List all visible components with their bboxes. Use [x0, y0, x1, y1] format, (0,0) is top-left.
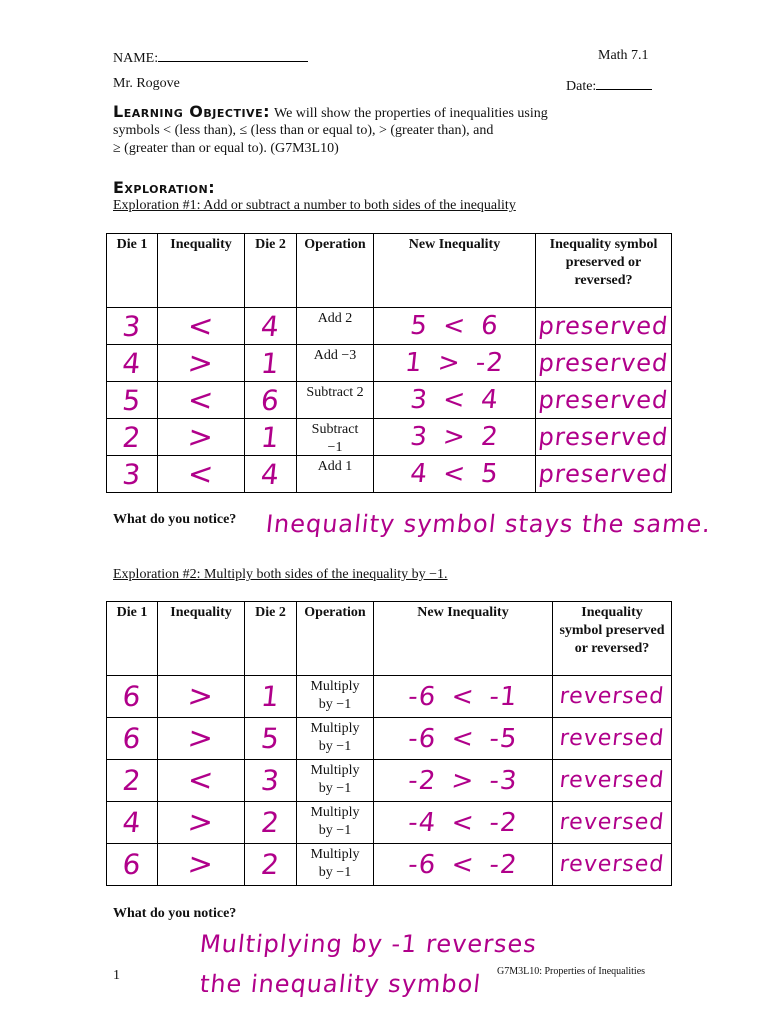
notice2-answer-line1: Multiplying by -1 reverses — [198, 930, 539, 958]
die1-value: 2 — [120, 420, 144, 454]
operation-text: Add −3 — [313, 348, 357, 363]
name-blank — [158, 48, 308, 62]
die1-value: 4 — [120, 806, 144, 839]
new-inequality-value: 4 < 5 — [408, 459, 501, 489]
result-value: preserved — [537, 460, 670, 488]
die2-value: 1 — [259, 346, 282, 380]
result-value: reversed — [558, 810, 666, 835]
table-row — [107, 382, 672, 419]
table-row — [107, 676, 672, 718]
exploration2-title: Exploration #2: Multiply both sides of the inequality by −1. — [113, 567, 448, 582]
exploration1-table — [106, 233, 672, 493]
header-operation: Operation — [297, 234, 374, 308]
result-value: reversed — [558, 684, 666, 709]
inequality-value: > — [186, 679, 216, 714]
operation-text: Multiply by −1 — [310, 721, 360, 754]
new-inequality-value: -4 < -2 — [406, 807, 520, 838]
die1-value: 6 — [120, 680, 144, 713]
header-inequality: Inequality — [158, 602, 245, 676]
table-row — [107, 456, 672, 493]
die1-value: 6 — [120, 848, 144, 881]
table-row — [107, 718, 672, 760]
die2-value: 2 — [259, 806, 282, 839]
table-row — [107, 760, 672, 802]
inequality-value: > — [186, 805, 216, 840]
exploration2-table — [106, 601, 672, 886]
new-inequality-value: -6 < -1 — [406, 681, 520, 712]
result-value: preserved — [537, 423, 670, 451]
operation-text: Multiply by −1 — [310, 847, 360, 880]
result-value: reversed — [558, 768, 666, 793]
learning-objective — [113, 103, 548, 123]
notice1-label: What do you notice? — [113, 512, 237, 527]
objective-line3: ≥ (greater than or equal to). (G7M3L10) — [113, 141, 339, 156]
new-inequality-value: -2 > -3 — [406, 765, 520, 796]
inequality-value: > — [186, 345, 216, 381]
header-new-inequality: New Inequality — [374, 234, 536, 308]
table-row — [107, 308, 672, 345]
die1-value: 2 — [120, 764, 144, 797]
notice1-answer: Inequality symbol stays the same. — [264, 510, 713, 538]
page-number: 1 — [113, 968, 120, 983]
die1-value: 3 — [120, 309, 144, 343]
operation-text: Add 2 — [317, 311, 353, 326]
new-inequality-value: 5 < 6 — [408, 311, 501, 341]
new-inequality-value: 1 > -2 — [403, 348, 506, 378]
result-value: reversed — [558, 726, 666, 751]
operation-text: Subtract 2 — [306, 385, 364, 400]
header-die2: Die 2 — [245, 602, 297, 676]
header-die1: Die 1 — [107, 602, 158, 676]
operation-text: Multiply by −1 — [310, 763, 360, 796]
table-row — [107, 802, 672, 844]
inequality-value: < — [186, 382, 216, 418]
inequality-value: < — [186, 308, 216, 344]
date-label: Date: — [566, 79, 597, 94]
result-value: preserved — [537, 349, 670, 377]
objective-heading: Learning Objective: — [113, 102, 270, 121]
operation-text: Multiply by −1 — [310, 805, 360, 838]
exploration-heading: Exploration: — [113, 178, 216, 197]
objective-line1: We will show the properties of inequalities using — [273, 106, 548, 121]
new-inequality-value: -6 < -5 — [406, 723, 520, 754]
operation-text: Multiply by −1 — [310, 679, 360, 712]
header-die2: Die 2 — [245, 234, 297, 308]
die2-value: 4 — [259, 457, 282, 491]
table-header-row — [107, 602, 672, 676]
table-row — [107, 844, 672, 886]
die2-value: 3 — [259, 764, 282, 797]
inequality-value: > — [186, 721, 216, 756]
die2-value: 2 — [259, 848, 282, 881]
notice2-answer-line2: the inequality symbol — [198, 970, 483, 998]
header-preserved-reversed: Inequality symbol preserved or reversed? — [553, 602, 672, 676]
die1-value: 6 — [120, 722, 144, 755]
result-value: preserved — [537, 312, 670, 340]
notice2-label: What do you notice? — [113, 906, 237, 921]
name-line — [113, 48, 308, 67]
table-row — [107, 419, 672, 456]
table-row — [107, 345, 672, 382]
inequality-value: > — [186, 847, 216, 882]
inequality-value: < — [186, 763, 216, 798]
die2-value: 5 — [259, 722, 282, 755]
die1-value: 3 — [120, 457, 144, 491]
result-value: preserved — [537, 386, 670, 414]
new-inequality-value: -6 < -2 — [406, 849, 520, 880]
date-blank — [596, 76, 652, 90]
table-header-row — [107, 234, 672, 308]
new-inequality-value: 3 < 4 — [408, 385, 501, 415]
operation-text: Add 1 — [317, 459, 353, 474]
new-inequality-value: 3 > 2 — [408, 422, 501, 452]
header-preserved-reversed: Inequality symbol preserved or reversed? — [536, 234, 672, 308]
operation-text: Subtract −1 — [311, 422, 359, 455]
name-label: NAME: — [113, 51, 159, 66]
objective-line2: symbols < (less than), ≤ (less than or equal to), > (greater than), and — [113, 123, 494, 138]
die2-value: 6 — [259, 383, 282, 417]
exploration1-title: Exploration #1: Add or subtract a number to both sides of the inequality — [113, 198, 516, 213]
header-inequality: Inequality — [158, 234, 245, 308]
teacher-name: Mr. Rogove — [113, 76, 180, 91]
header-new-inequality: New Inequality — [374, 602, 553, 676]
result-value: reversed — [558, 852, 666, 877]
class-label: Math 7.1 — [598, 48, 649, 63]
die1-value: 5 — [120, 383, 144, 417]
footer-doc-title: G7M3L10: Properties of Inequalities — [497, 966, 646, 977]
die2-value: 1 — [259, 420, 282, 454]
inequality-value: < — [186, 456, 216, 492]
date-line — [566, 76, 652, 95]
header-operation: Operation — [297, 602, 374, 676]
die2-value: 1 — [259, 680, 282, 713]
die1-value: 4 — [120, 346, 144, 380]
die2-value: 4 — [259, 309, 282, 343]
header-die1: Die 1 — [107, 234, 158, 308]
inequality-value: > — [186, 419, 216, 455]
